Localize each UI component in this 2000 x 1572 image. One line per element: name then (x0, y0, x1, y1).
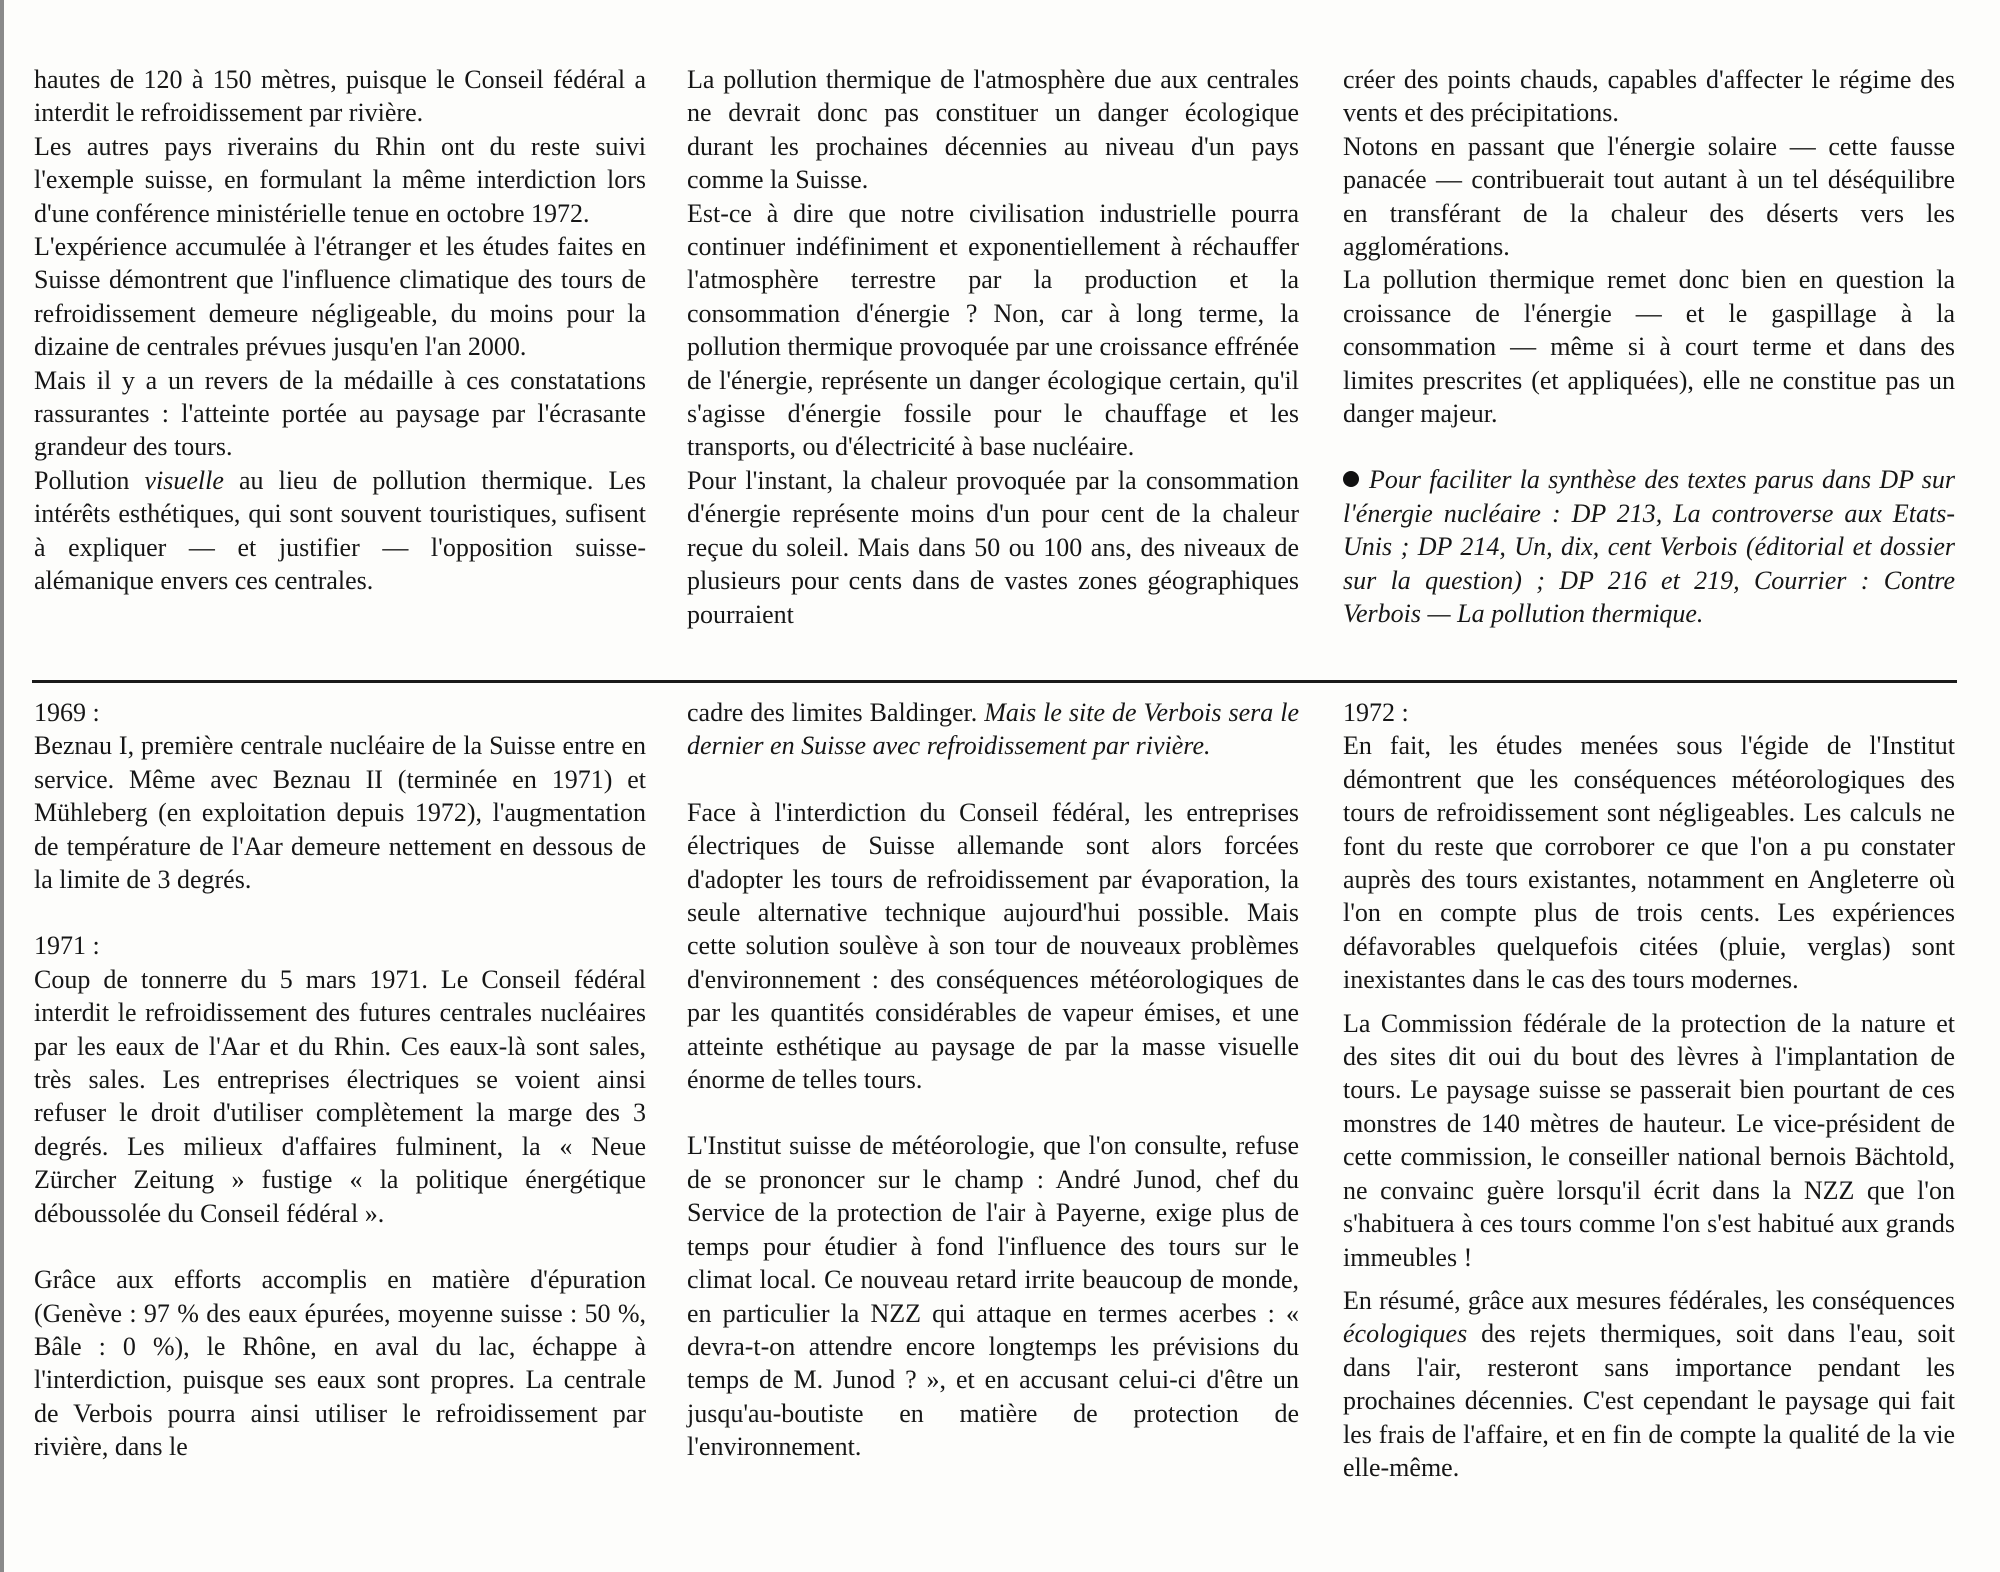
paragraph: Pollution visuelle au lieu de pollution thermique. Les intérêts esthétiques, qui sont souvent touristiques, sufisent à expliquer — et justifier — l'opposition suisse-alémanique envers ces centrales. (34, 465, 646, 596)
paragraph: Pour l'instant, la chaleur provoquée par la consommation d'énergie représente moins d'un pour cent de la chaleur reçue du soleil. Mais dans 50 ou 100 ans, des niveaux de plusieurs pour cents dans de vastes zones géographiques pourraient (687, 465, 1299, 629)
top-column-2 (687, 63, 1299, 631)
year-heading: 1972 : (1343, 698, 1409, 727)
paragraph: En résumé, grâce aux mesures fédérales, les conséquences écologiques des rejets thermiques, soit dans l'eau, soit dans l'air, resteront sans importance pendant les prochaines décennies. C'est cependant le paysage qui fait les frais de l'affaire, et en fin de compte la qualité de la vie elle-même. (1343, 1285, 1955, 1482)
paragraph: Coup de tonnerre du 5 mars 1971. Le Conseil fédéral interdit le refroidissement des futures centrales nucléaires par les eaux de l'Aar et du Rhin. Ces eaux-là sont sales, très sales. Les entreprises électriques se voient ainsi refuser le droit d'utiliser complètement la marge des 3 degrés. Les milieux d'affaires fulminent, la « Neue Zürcher Zeitung » fustige « la politique énergétique déboussolée du Conseil fédéral ». (34, 964, 646, 1228)
paragraph: Les autres pays riverains du Rhin ont du reste suivi l'exemple suisse, en formulant la même interdiction lors d'une conférence ministérielle tenue en octobre 1972. (34, 131, 646, 228)
references-note: Pour faciliter la synthèse des textes parus dans DP sur l'énergie nucléaire : DP 213, La controverse aux Etats-Unis ; DP 214, Un, dix, cent Verbois (éditorial et dossier sur la question) ; DP 216 et 219, Courrier : Contre Verbois — La pollution thermique. (1343, 465, 1955, 629)
bottom-column-2 (687, 696, 1299, 1464)
paragraph: Notons en passant que l'énergie solaire — cette fausse panacée — contribuerait tout autant à un tel déséquilibre en transférant de la chaleur des déserts vers les agglomérations. (1343, 131, 1955, 262)
top-column-1 (34, 63, 646, 598)
paragraph: Est-ce à dire que notre civilisation industrielle pourra continuer indéfiniment et exponentiellement à réchauffer l'atmosphère terrestre par la production et la consommation d'énergie ? Non, car à long terme, la pollution thermique provoquée par une croissance effrénée de l'énergie, représente un danger écologique certain, qu'il s'agisse d'énergie fossile pour le chauffage et les transports, ou d'électricité à base nucléaire. (687, 198, 1299, 462)
paragraph: L'Institut suisse de météorologie, que l'on consulte, refuse de se prononcer sur le champ : André Junod, chef du Service de la protection de l'air à Payerne, exige plus de temps pour étudier à fond l'influence des tours sur le climat local. Ce nouveau retard irrite beaucoup de monde, en particulier la NZZ qui attaque en termes acerbes : « devra-t-on attendre encore longtemps les prévisions du temps de M. Junod ? », et en accusant celui-ci d'être un jusqu'au-boutiste en matière de protection de l'environnement. (687, 1131, 1299, 1462)
bottom-column-1 (34, 696, 646, 1464)
section-divider (32, 680, 1957, 683)
year-heading: 1969 : (34, 698, 100, 727)
top-column-3 (1343, 63, 1955, 631)
paragraph: En fait, les études menées sous l'égide de l'Institut démontrent que les conséquences météorologiques des tours de refroidissement sont négligeables. Les calculs ne font du reste que corroborer ce que l'on a pu constater auprès des tours existantes, notamment en Angleterre où l'on en compte plus de trois cents. Les expériences défavorables quelquefois citées (pluie, verglas) sont inexistantes dans le cas des tours modernes. (1343, 731, 1955, 995)
paragraph: Beznau I, première centrale nucléaire de la Suisse entre en service. Même avec Beznau II (terminée en 1971) et Mühleberg (en exploitation depuis 1972), l'augmentation de température de l'Aar demeure nettement en dessous de la limite de 3 degrés. (34, 731, 646, 895)
paragraph: cadre des limites Baldinger. Mais le site de Verbois sera le dernier en Suisse avec refroidissement par rivière. (687, 698, 1299, 761)
paragraph: Grâce aux efforts accomplis en matière d'épuration (Genève : 97 % des eaux épurées, moyenne suisse : 50 %, Bâle : 0 %), le Rhône, en aval du lac, échappe à l'interdiction, puisque ses eaux sont propres. La centrale de Verbois pourra ainsi utiliser le refroidissement par rivière, dans le (34, 1265, 646, 1462)
paragraph: hautes de 120 à 150 mètres, puisque le Conseil fédéral a interdit le refroidissement par rivière. (34, 65, 646, 128)
paragraph: L'expérience accumulée à l'étranger et les études faites en Suisse démontrent que l'influence climatique des tours de refroidissement demeure négligeable, du moins pour la dizaine de centrales prévues jusqu'en l'an 2000. (34, 232, 646, 362)
page-edge-shadow (0, 0, 4, 1572)
paragraph: Mais il y a un revers de la médaille à ces constatations rassurantes : l'atteinte portée au paysage par l'écrasante grandeur des tours. (34, 365, 646, 462)
paragraph: La Commission fédérale de la protection de la nature et des sites dit oui du bout des lèvres à l'implantation de tours. Le paysage suisse se passerait bien pourtant de ces monstres de 140 mètres de hauteur. Le vice-président de cette commission, le conseiller national bernois Bächtold, ne convainc guère lorsqu'il écrit dans la NZZ que l'on s'habituera à ces tours comme l'on s'est habitué aux grands immeubles ! (1343, 1008, 1955, 1272)
bullet-icon (1343, 471, 1359, 487)
paragraph: Face à l'interdiction du Conseil fédéral, les entreprises électriques de Suisse allemande sont alors forcées d'adopter les tours de refroidissement par évaporation, la seule alternative technique aujourd'hui possible. Mais cette solution soulève à son tour de nouveaux problèmes d'environnement : des conséquences météorologiques de par les quantités considérables de vapeur émises, et une atteinte esthétique au paysage de par la masse visuelle énorme de telles tours. (687, 797, 1299, 1095)
bottom-column-3 (1343, 696, 1955, 1484)
year-heading: 1971 : (34, 931, 100, 961)
paragraph: créer des points chauds, capables d'affecter le régime des vents et des précipitations. (1343, 65, 1955, 128)
paragraph: La pollution thermique remet donc bien en question la croissance de l'énergie — et le gaspillage à la consommation — même si à court terme et dans des limites prescrites (et appliquées), elle ne constitue pas un danger majeur. (1343, 265, 1955, 429)
paragraph: La pollution thermique de l'atmosphère due aux centrales ne devrait donc pas constituer un danger écologique durant les prochaines décennies au niveau d'un pays comme la Suisse. (687, 65, 1299, 195)
